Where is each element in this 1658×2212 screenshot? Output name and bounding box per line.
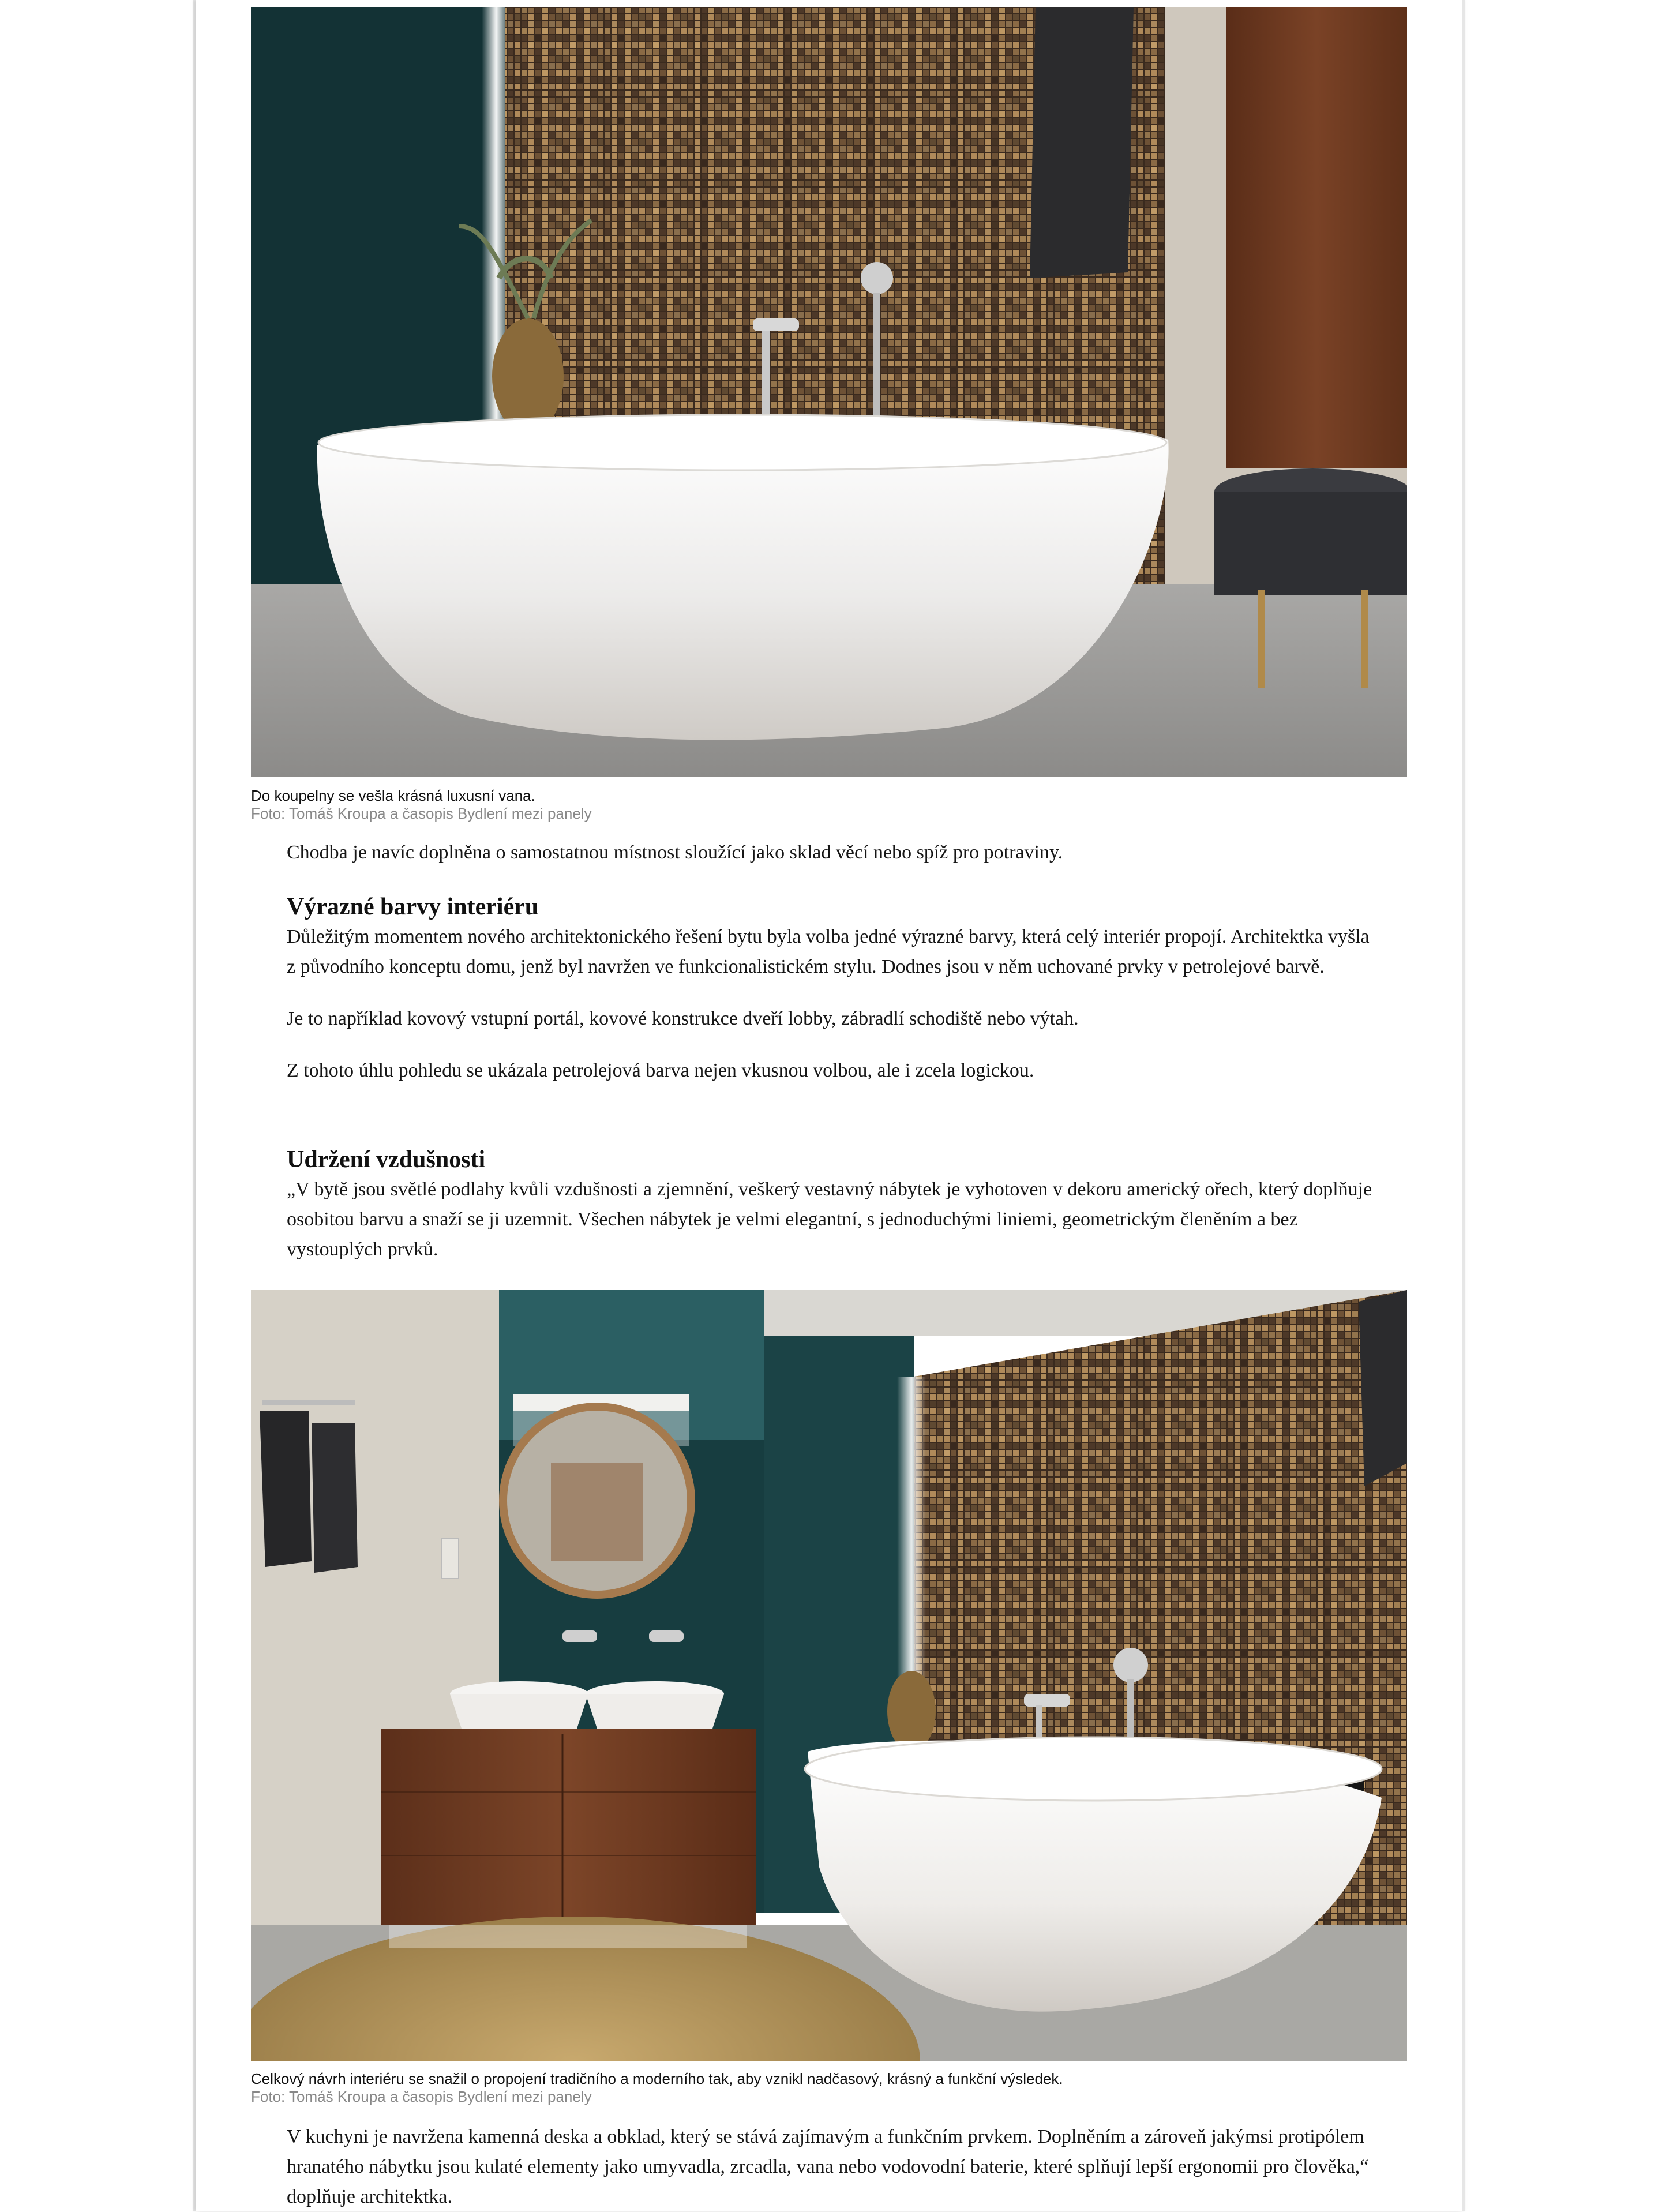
paragraph-kitchen <box>287 2122 1383 2212</box>
body-paragraph: Z tohoto úhlu pohledu se ukázala petrolejová barva nejen vkusnou volbou, ale i zcela logickou. <box>287 1060 1034 1081</box>
body-paragraph: Chodba je navíc doplněna o samostatnou místnost sloužící jako sklad věcí nebo spíž pro potraviny. <box>287 842 1063 863</box>
article-photo-bathroom <box>251 1290 1407 2061</box>
paragraph-pantry <box>287 838 1383 868</box>
body-paragraph: V kuchyni je navržena kamenná deska a obklad, který se stává zajímavým a funkčním prvkem. Doplněním a zároveň jakýmsi protipólem hranatého nábytku jsou kulaté elementy jako umyvadla, zrcadla, vana nebo vodovodní baterie, které splňují lepší ergonomii pro člověka,“ doplňuje architektka. <box>287 2126 1369 2207</box>
figure-caption-1 <box>251 787 1407 823</box>
section-colors <box>287 892 1383 1086</box>
section-heading: Výrazné barvy interiéru <box>287 894 539 920</box>
section-heading: Udržení vzdušnosti <box>287 1146 486 1173</box>
body-paragraph: Je to například kovový vstupní portál, kovové konstrukce dveří lobby, zábradlí schodiště nebo výtah. <box>287 1008 1079 1029</box>
section-airiness <box>287 1145 1383 1265</box>
figure-caption-2 <box>251 2070 1407 2106</box>
photo-credit: Foto: Tomáš Kroupa a časopis Bydlení mezi panely <box>251 805 592 822</box>
body-paragraph: „V bytě jsou světlé podlahy kvůli vzdušnosti a zjemnění, veškerý vestavný nábytek je vyhotoven v dekoru americký ořech, který doplňuje osobitou barvu a snaží se ji uzemnit. Všechen nábytek je velmi elegantní, s jednoduchými liniemi, geometrickým členěním a bez vystouplých prvků. <box>287 1179 1372 1260</box>
page-shadow-right <box>1462 0 1465 2211</box>
article-photo-bathtub <box>251 7 1407 777</box>
caption-text: Do koupelny se vešla krásná luxusní vana. <box>251 787 535 804</box>
caption-text: Celkový návrh interiéru se snažil o propojení tradičního a moderního tak, aby vznikl nadčasový, krásný a funkční výsledek. <box>251 2070 1063 2087</box>
body-paragraph: Důležitým momentem nového architektonického řešení bytu byla volba jedné výrazné barvy, která celý interiér propojí. Architektka vyšla z původního konceptu domu, jenž byl navržen ve funkcionalistickém stylu. Dodnes jsou v něm uchované prvky v petrolejové barvě. <box>287 926 1370 977</box>
photo-credit: Foto: Tomáš Kroupa a časopis Bydlení mezi panely <box>251 2088 592 2105</box>
